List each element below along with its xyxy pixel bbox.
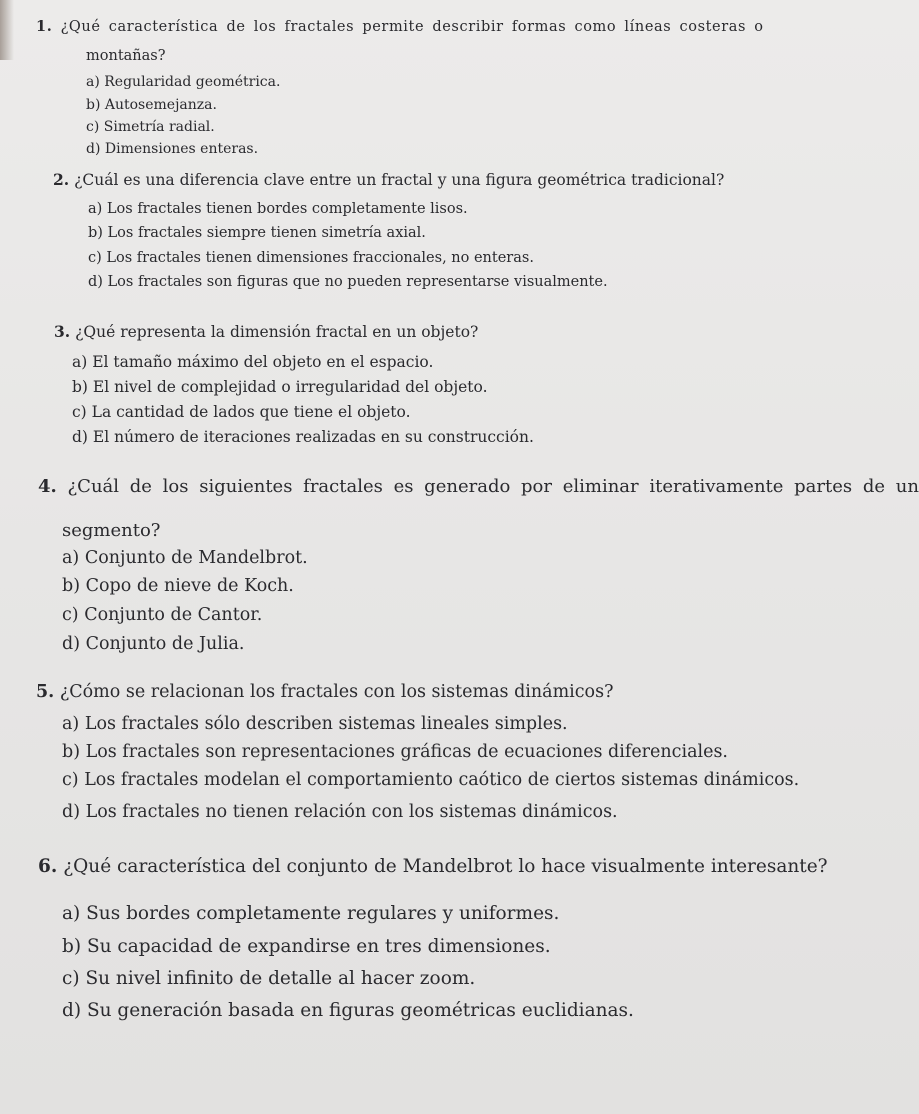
question-4-option-b: b) Copo de nieve de Koch. <box>62 576 294 596</box>
question-5-option-c: c) Los fractales modelan el comportamiento caótico de ciertos sistemas dinámicos. <box>62 770 800 790</box>
question-2-option-c: c) Los fractales tienen dimensiones fraccionales, no enteras. <box>88 250 534 266</box>
question-5-option-b: b) Los fractales son representaciones gráficas de ecuaciones diferenciales. <box>62 742 728 762</box>
question-6-option-a: a) Sus bordes completamente regulares y uniformes. <box>62 903 560 924</box>
question-4-option-c: c) Conjunto de Cantor. <box>62 605 263 625</box>
question-3-text-line-1 <box>54 322 478 341</box>
question-6-text: ¿Qué característica del conjunto de Mandelbrot lo hace visualmente interesante? <box>63 856 828 877</box>
question-5-option-d: d) Los fractales no tienen relación con los sistemas dinámicos. <box>62 802 618 822</box>
question-6-option-c: c) Su nivel infinito de detalle al hacer zoom. <box>62 968 476 989</box>
question-4-number: 4. <box>38 476 57 497</box>
question-1-number: 1. <box>36 18 53 35</box>
question-2-option-a: a) Los fractales tienen bordes completamente lisos. <box>88 201 468 217</box>
question-1-option-b: b) Autosemejanza. <box>86 97 217 113</box>
question-5-text-line-1 <box>36 682 613 702</box>
question-2-option-b: b) Los fractales siempre tienen simetría axial. <box>88 225 426 241</box>
question-5-number: 5. <box>36 682 55 702</box>
question-4-text: ¿Cuál de los siguientes fractales es generado por eliminar iterativamente partes de un <box>67 476 919 497</box>
question-6-option-b: b) Su capacidad de expandirse en tres dimensiones. <box>62 936 551 957</box>
question-4-text-line-1 <box>38 476 919 497</box>
question-5-text: ¿Cómo se relacionan los fractales con los sistemas dinámicos? <box>59 682 614 702</box>
question-2-option-d: d) Los fractales son figuras que no pueden representarse visualmente. <box>88 274 608 290</box>
question-6-number: 6. <box>38 856 58 877</box>
question-1-text-line-2: montañas? <box>86 48 166 64</box>
question-1-option-a: a) Regularidad geométrica. <box>86 74 281 90</box>
question-3-text: ¿Qué representa la dimensión fractal en un objeto? <box>75 323 479 341</box>
question-5-option-a: a) Los fractales sólo describen sistemas lineales simples. <box>62 714 568 734</box>
question-1-option-d: d) Dimensiones enteras. <box>86 141 259 157</box>
question-4-option-d: d) Conjunto de Julia. <box>62 634 245 654</box>
question-2-number: 2. <box>53 170 70 189</box>
question-3-option-b: b) El nivel de complejidad o irregularidad del objeto. <box>72 378 488 396</box>
question-3-option-c: c) La cantidad de lados que tiene el objeto. <box>72 403 411 421</box>
question-6-option-d: d) Su generación basada en figuras geométricas euclidianas. <box>62 1000 634 1021</box>
question-3-number: 3. <box>54 322 71 341</box>
question-3-option-d: d) El número de iteraciones realizadas en su construcción. <box>72 428 534 446</box>
question-6-text-line-1 <box>38 856 828 877</box>
question-1-option-c: c) Simetría radial. <box>86 119 215 135</box>
question-1-text: ¿Qué característica de los fractales permite describir formas como líneas costeras o <box>60 19 764 35</box>
question-2-text: ¿Cuál es una diferencia clave entre un fractal y una figura geométrica tradicional? <box>74 171 725 189</box>
question-4-text-line-2: segmento? <box>62 520 161 541</box>
page-shadow <box>0 0 14 60</box>
question-2-text-line-1 <box>53 170 724 189</box>
question-1-text-line-1 <box>36 18 764 35</box>
question-3-option-a: a) El tamaño máximo del objeto en el espacio. <box>72 353 434 371</box>
question-4-option-a: a) Conjunto de Mandelbrot. <box>62 548 308 568</box>
